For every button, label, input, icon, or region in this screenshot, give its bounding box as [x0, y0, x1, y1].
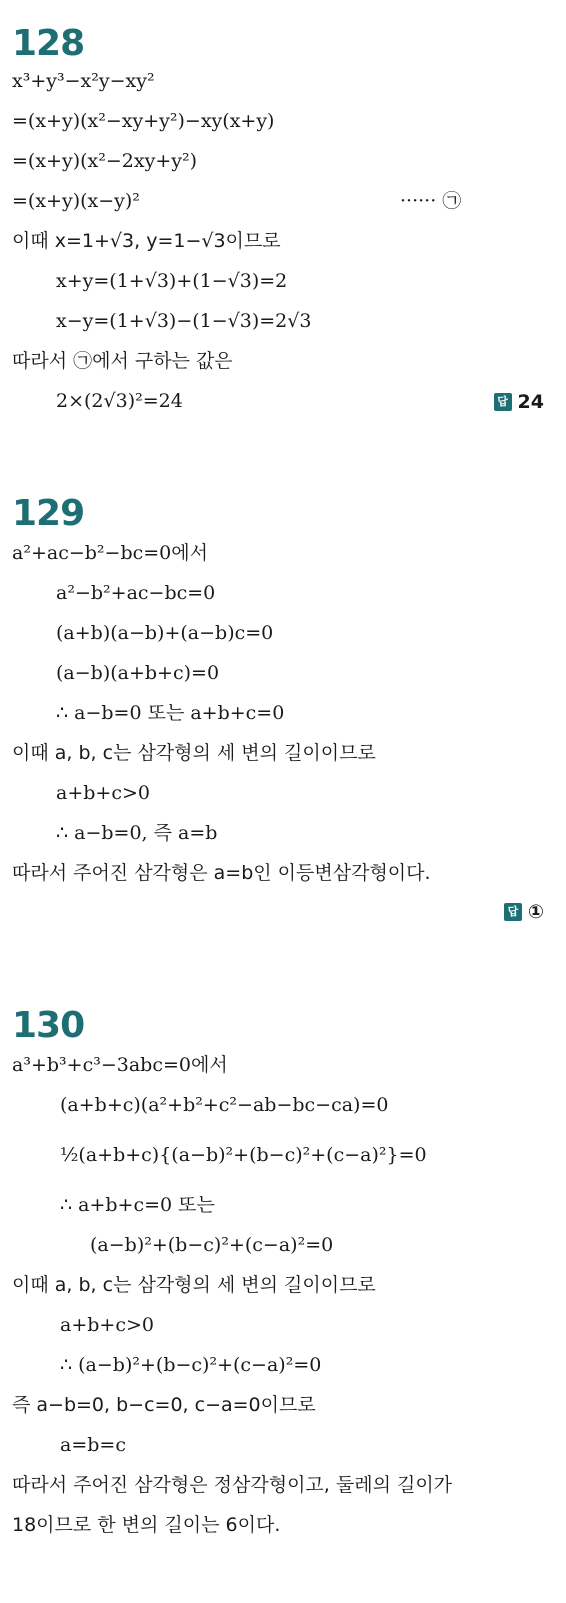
- answer: [494, 390, 544, 414]
- solution-line: 따라서 주어진 삼각형은 a=b인 이등변삼각형이다.: [12, 862, 431, 884]
- answer-value: 24: [517, 391, 544, 413]
- solution-line: =(x+y)(x²−2xy+y²): [12, 150, 197, 172]
- solution-line: x−y=(1+√3)−(1−√3)=2√3: [56, 310, 312, 332]
- problem-number: 128: [12, 23, 85, 64]
- solution-line: =(x+y)(x²−xy+y²)−xy(x+y): [12, 110, 275, 132]
- solution-line: =(x+y)(x−y)²: [12, 190, 140, 212]
- problem-number: 130: [12, 1005, 85, 1046]
- solution-line: 18이므로 한 변의 길이는 6이다.: [12, 1514, 281, 1536]
- solution-line: a²+ac−b²−bc=0에서: [12, 542, 208, 564]
- solution-line: 이때 x=1+√3, y=1−√3이므로: [12, 230, 281, 252]
- solution-line: 이때 a, b, c는 삼각형의 세 변의 길이이므로: [12, 742, 376, 764]
- solution-line: a+b+c>0: [60, 1314, 154, 1336]
- solution-line: 이때 a, b, c는 삼각형의 세 변의 길이이므로: [12, 1274, 376, 1296]
- answer-badge: 답: [494, 393, 512, 411]
- solution-line: 따라서 ㉠에서 구하는 값은: [12, 350, 233, 372]
- solution-line: 2×(2√3)²=24: [56, 390, 183, 412]
- solution-line: ∴ a−b=0 또는 a+b+c=0: [56, 702, 285, 724]
- solution-line: x³+y³−x²y−xy²: [12, 70, 155, 92]
- solution-line: ∴ (a−b)²+(b−c)²+(c−a)²=0: [60, 1354, 322, 1376]
- solution-line: a+b+c>0: [56, 782, 150, 804]
- solution-line: (a+b+c)(a²+b²+c²−ab−bc−ca)=0: [60, 1094, 389, 1116]
- solution-line: ∴ a+b+c=0 또는: [60, 1194, 215, 1216]
- solution-line: ∴ a−b=0, 즉 a=b: [56, 822, 218, 844]
- solution-line: (a−b)(a+b+c)=0: [56, 662, 220, 684]
- equation-tag: ······ ㉠: [400, 190, 462, 212]
- answer-badge: 답: [504, 903, 522, 921]
- answer: [504, 900, 544, 924]
- solution-line: x+y=(1+√3)+(1−√3)=2: [56, 270, 288, 292]
- solution-line: 따라서 주어진 삼각형은 정삼각형이고, 둘레의 길이가: [12, 1474, 453, 1496]
- solution-line: a=b=c: [60, 1434, 126, 1456]
- solution-line: ½(a+b+c){(a−b)²+(b−c)²+(c−a)²}=0: [60, 1144, 427, 1166]
- solution-line: (a−b)²+(b−c)²+(c−a)²=0: [90, 1234, 334, 1256]
- solution-line: (a+b)(a−b)+(a−b)c=0: [56, 622, 274, 644]
- solution-line: a³+b³+c³−3abc=0에서: [12, 1054, 228, 1076]
- problem-number: 129: [12, 493, 85, 534]
- answer-value: ①: [527, 901, 544, 923]
- solution-line: a²−b²+ac−bc=0: [56, 582, 216, 604]
- solution-line: 즉 a−b=0, b−c=0, c−a=0이므로: [12, 1394, 316, 1416]
